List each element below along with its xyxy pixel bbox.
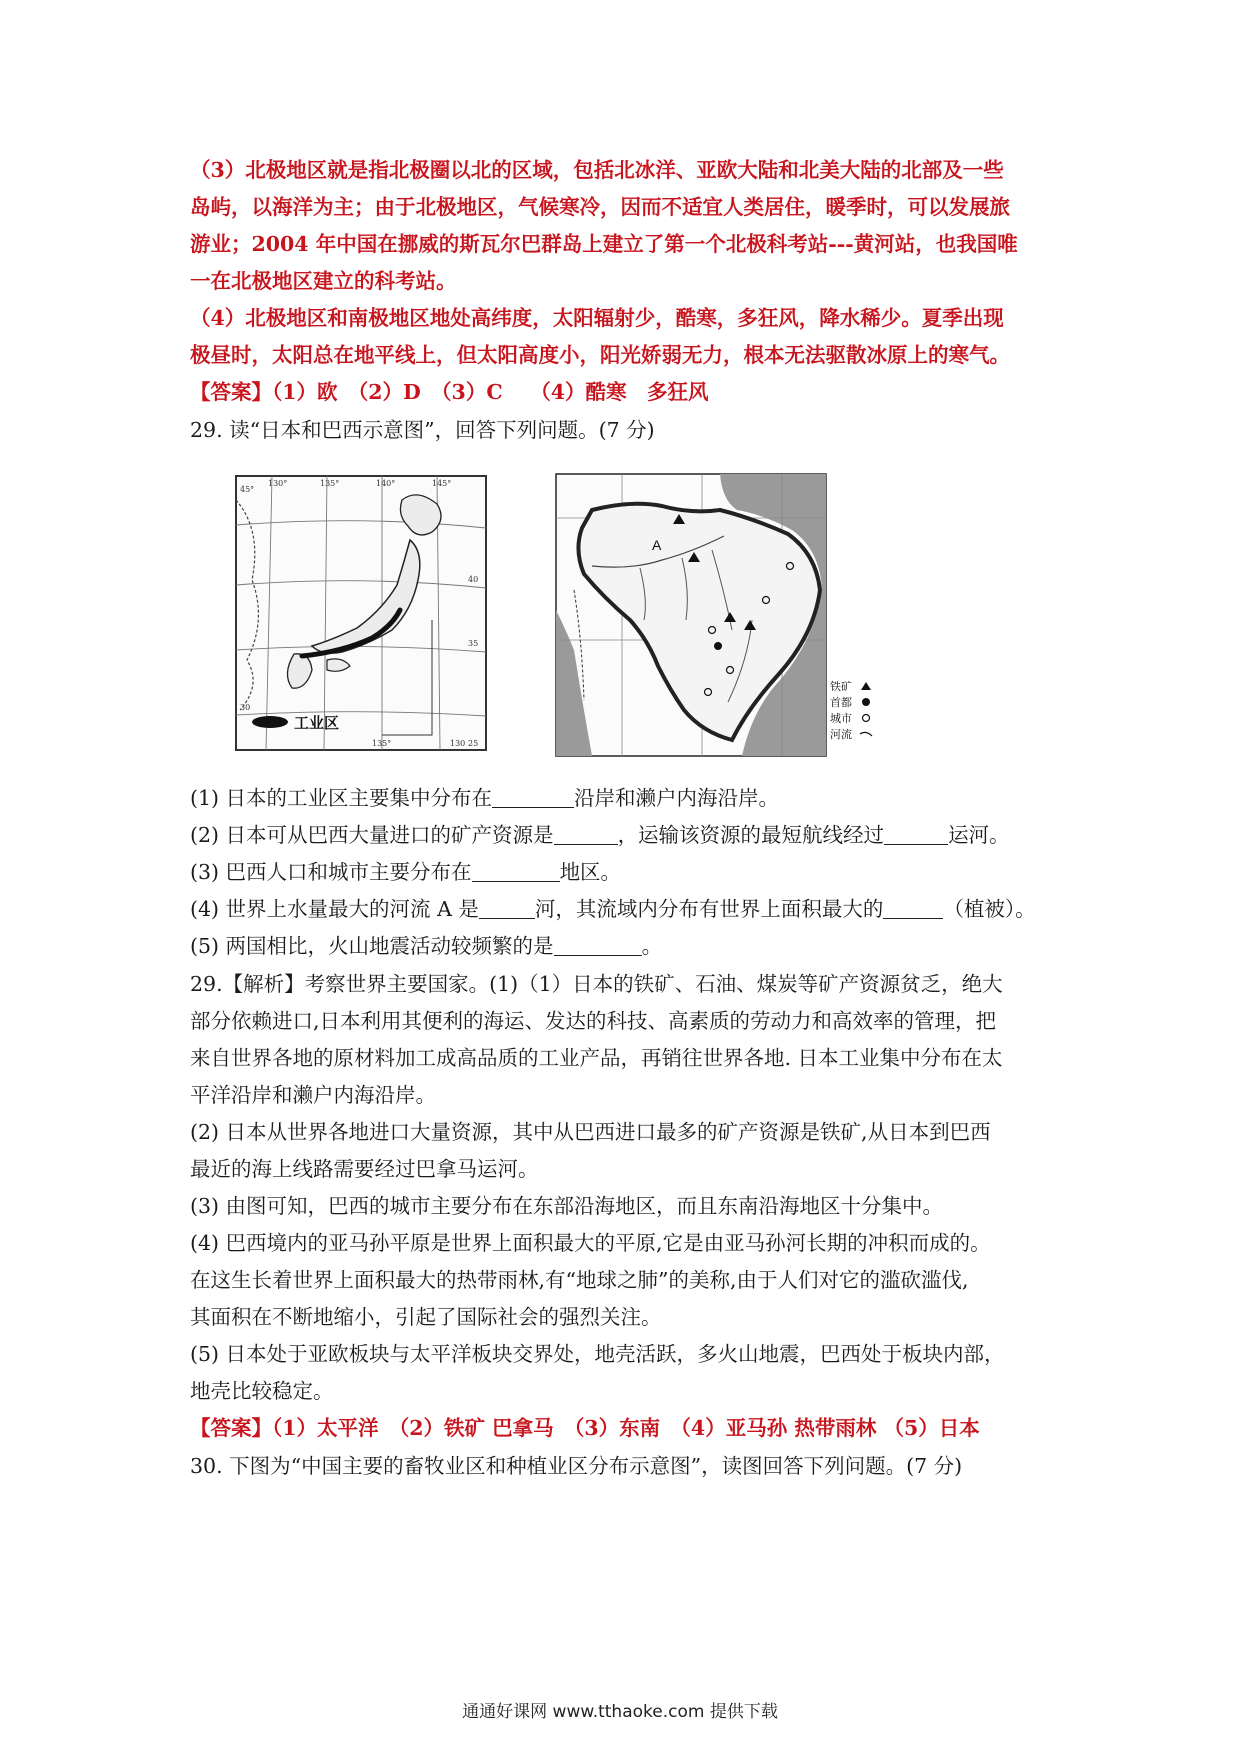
page-footer: 通通好课网 www.tthaoke.com 提供下载 bbox=[462, 1702, 778, 1722]
text-line: （4）北极地区和南极地区地处高纬度，太阳辐射少，酷寒，多狂风，降水稀少。夏季出现 bbox=[190, 306, 1004, 330]
answer-blank[interactable] bbox=[472, 859, 560, 882]
lon-label: 140° bbox=[376, 479, 396, 488]
legend-iron-swatch bbox=[861, 682, 871, 690]
lat-label: 25 bbox=[468, 739, 479, 748]
analysis-part-3 bbox=[190, 152, 1066, 300]
lat-label: 40 bbox=[468, 575, 479, 584]
text-line: 部分依赖进口,日本利用其便利的海运、发达的科技、高素质的劳动力和高效率的管理，把 bbox=[190, 1009, 997, 1033]
text-line: 其面积在不断地缩小，引起了国际社会的强烈关注。 bbox=[190, 1305, 662, 1329]
subquestion-3: (3) 巴西人口和城市主要分布在 地区。 bbox=[190, 860, 622, 884]
subquestion-2: (2) 日本可从巴西大量进口的矿产资源是 ，运输该资源的最短航线经过 运河。 bbox=[190, 823, 1010, 847]
answer-blank[interactable] bbox=[884, 822, 948, 845]
answer-blank[interactable] bbox=[492, 785, 574, 808]
text-line: 平洋沿岸和濑户内海沿岸。 bbox=[190, 1083, 436, 1107]
answer-prev bbox=[190, 374, 1066, 411]
subquestion-1: (1) 日本的工业区主要集中分布在 沿岸和濑户内海沿岸。 bbox=[190, 786, 780, 810]
answer-29 bbox=[190, 1410, 1066, 1447]
answer-blank[interactable] bbox=[883, 896, 943, 919]
japan-map bbox=[232, 470, 492, 760]
legend-capital-label: 首都 bbox=[830, 697, 852, 709]
lon-label: 135° bbox=[320, 479, 340, 488]
question-29-subquestions bbox=[190, 780, 1066, 965]
text-line: 岛屿，以海洋为主；由于北极地区，气候寒冷，因而不适宜人类居住，暖季时，可以发展旅 bbox=[190, 195, 1010, 219]
brazil-map bbox=[552, 470, 882, 760]
lon-label: 135° bbox=[372, 739, 392, 748]
text-line: (4) 巴西境内的亚马孙平原是世界上面积最大的平原,它是由亚马孙河长期的冲积而成的。 bbox=[190, 1231, 991, 1255]
legend-river-label: 河流 bbox=[830, 729, 852, 741]
text-line: 在这生长着世界上面积最大的热带雨林,有“地球之肺”的美称,由于人们对它的滥砍滥伐, bbox=[190, 1268, 969, 1292]
text-line: 一在北极地区建立的科考站。 bbox=[190, 269, 457, 293]
subquestion-5: (5) 两国相比，火山地震活动较频繁的是 。 bbox=[190, 934, 663, 958]
legend-city-swatch bbox=[863, 715, 870, 722]
lon-label: 145° bbox=[432, 479, 452, 488]
answer-blank[interactable] bbox=[554, 822, 618, 845]
legend-iron-label: 铁矿 bbox=[830, 681, 852, 693]
maps-figure bbox=[232, 470, 882, 760]
lat-label: 35 bbox=[468, 639, 479, 648]
text-line: (5) 日本处于亚欧板块与太平洋板块交界处，地壳活跃，多火山地震，巴西处于板块内部， bbox=[190, 1342, 1005, 1366]
answer-blank[interactable] bbox=[554, 933, 642, 956]
text-line: (2) 日本从世界各地进口大量资源，其中从巴西进口最多的矿产资源是铁矿,从日本到巴西 bbox=[190, 1120, 991, 1144]
answer-blank[interactable] bbox=[479, 896, 535, 919]
text-line: (3) 由图可知，巴西的城市主要分布在东部沿海地区，而且东南沿海地区十分集中。 bbox=[190, 1194, 944, 1218]
text-line: 29.【解析】考察世界主要国家。(1)（1）日本的铁矿、石油、煤炭等矿产资源贫乏，绝大 bbox=[190, 972, 1003, 996]
legend-city-label: 城市 bbox=[830, 713, 852, 725]
text-line: 来自世界各地的原材料加工成高品质的工业产品，再销往世界各地. 日本工业集中分布在太 bbox=[190, 1046, 1003, 1070]
lat-label: 45° bbox=[240, 485, 255, 494]
analysis-part-4 bbox=[190, 300, 1066, 374]
question-30-stem: 30. 下图为“中国主要的畜牧业区和种植业区分布示意图”，读图回答下列问题。(7 分) bbox=[190, 1454, 963, 1478]
text-line: 最近的海上线路需要经过巴拿马运河。 bbox=[190, 1157, 539, 1181]
question-29-stem: 29. 读“日本和巴西示意图”，回答下列问题。(7 分) bbox=[190, 418, 655, 442]
answer-label: 【答案】 bbox=[190, 1416, 272, 1440]
text-line: 地壳比较稳定。 bbox=[190, 1379, 334, 1403]
text-line: 极昼时，太阳总在地平线上，但太阳高度小，阳光娇弱无力，根本无法驱散冰原上的寒气。 bbox=[190, 343, 1010, 367]
answer-label: 【答案】 bbox=[190, 380, 272, 404]
river-a-label: A bbox=[652, 537, 662, 553]
answer-text: （1）太平洋 （2）铁矿 巴拿马 （3）东南 （4）亚马孙 热带雨林 （5）日本 bbox=[272, 1416, 980, 1440]
legend-river-swatch bbox=[860, 732, 872, 736]
legend-industrial-label: 工业区 bbox=[294, 715, 340, 732]
lon-label: 130° bbox=[268, 479, 288, 488]
subquestion-4: (4) 世界上水量最大的河流 A 是 河，其流域内分布有世界上面积最大的 （植被）。 bbox=[190, 897, 1036, 921]
answer-text: （1）欧 （2）D （3）C （4）酷寒 多狂风 bbox=[272, 380, 709, 404]
legend-capital-swatch bbox=[862, 698, 870, 706]
lat-label: 30 bbox=[240, 703, 251, 712]
text-line: 游业；2004 年中国在挪威的斯瓦尔巴群岛上建立了第一个北极科考站---黄河站，也我国唯 bbox=[190, 232, 1018, 256]
lon-label: 130 bbox=[450, 739, 466, 748]
legend-industrial-swatch bbox=[252, 716, 288, 728]
question-29-analysis bbox=[190, 966, 1066, 1410]
text-line: （3）北极地区就是指北极圈以北的区域，包括北冰洋、亚欧大陆和北美大陆的北部及一些 bbox=[190, 158, 1004, 182]
